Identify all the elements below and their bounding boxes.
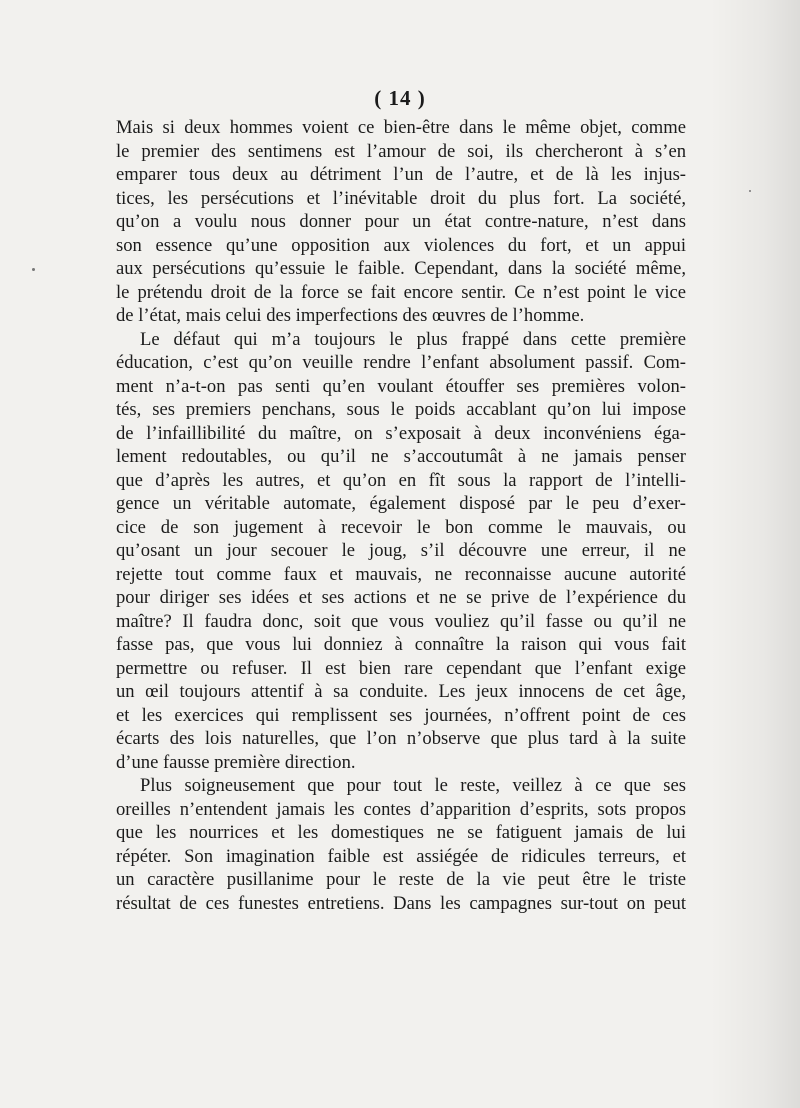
text-line: d’une fausse première direction.: [116, 751, 356, 773]
text-line: écarts des lois naturelles, que l’on n’observe que plus tard à la suite: [116, 728, 686, 749]
text-line: de l’infaillibilité du maître, on s’exposait à deux inconvéniens éga-: [116, 422, 686, 444]
text-line: fasse pas, que vous lui donniez à connaître la raison qui vous fait: [116, 634, 686, 655]
text-line: qu’on a voulu nous donner pour un état contre-nature, n’est dans: [116, 211, 686, 232]
paragraph: [116, 328, 686, 775]
text-line: éducation, c’est qu’on veuille rendre l’enfant absolument passif. Com-: [116, 352, 686, 373]
text-line: maître? Il faudra donc, soit que vous vouliez qu’il fasse ou qu’il ne: [116, 610, 686, 632]
text-line: Mais si deux hommes voient ce bien-être dans le même objet, comme: [116, 117, 686, 138]
text-line: permettre ou refuser. Il est bien rare cependant que l’enfant exige: [116, 657, 686, 679]
text-line: tés, ses premiers penchans, sous le poids accablant qu’on lui impose: [116, 399, 686, 420]
text-line: résultat de ces funestes entretiens. Dans les campagnes sur-tout on peut: [116, 892, 686, 914]
text-line: un œil toujours attentif à sa conduite. Les jeux innocens de cet âge,: [116, 681, 686, 702]
text-line: cice de son jugement à recevoir le bon comme le mauvais, ou: [116, 516, 686, 538]
text-line: oreilles n’entendent jamais les contes d’apparition d’esprits, sots propos: [116, 798, 686, 820]
scan-speck: [749, 190, 751, 192]
text-line: répéter. Son imagination faible est assiégée de ridicules terreurs, et: [116, 845, 686, 867]
text-line: gence un véritable automate, également disposé par le peu d’exer-: [116, 493, 686, 514]
text-line: rejette tout comme faux et mauvais, ne reconnaisse aucune autorité: [116, 563, 686, 585]
text-line: qu’osant un jour secouer le joug, s’il découvre une erreur, il ne: [116, 540, 686, 561]
text-line: de l’état, mais celui des imperfections des œuvres de l’homme.: [116, 305, 585, 326]
body-text: [116, 116, 686, 915]
text-line: et les exercices qui remplissent ses journées, n’offrent point de ces: [116, 704, 686, 726]
text-line: lement redoutables, ou qu’il ne s’accoutumât à ne jamais penser: [116, 446, 686, 467]
text-line: tices, les persécutions et l’inévitable droit du plus fort. La société,: [116, 187, 686, 209]
text-line: que les nourrices et les domestiques ne se fatiguent jamais de lui: [116, 822, 686, 843]
page-number: ( 14 ): [374, 86, 426, 110]
text-line: le premier des sentimens est l’amour de soi, ils chercheront à s’en: [116, 140, 686, 162]
text-line: aux persécutions qu’essuie le faible. Cependant, dans la société même,: [116, 258, 686, 279]
text-line: son essence qu’une opposition aux violences du fort, et un appui: [116, 234, 686, 256]
scan-speck: [32, 268, 35, 271]
text-line: un caractère pusillanime pour le reste de la vie peut être le triste: [116, 869, 686, 890]
text-line: Plus soigneusement que pour tout le reste, veillez à ce que ses: [140, 775, 686, 796]
text-line: emparer tous deux au détriment l’un de l’autre, et de là les injus-: [116, 164, 686, 185]
text-line: que d’après les autres, et qu’on en fît sous la rapport de l’intelli-: [116, 469, 686, 491]
paragraph: [116, 116, 686, 328]
gutter-shadow: [710, 0, 800, 1108]
paragraph: [116, 774, 686, 915]
text-line: Le défaut qui m’a toujours le plus frappé dans cette première: [140, 328, 686, 350]
text-line: le prétendu droit de la force se fait encore sentir. Ce n’est point le vice: [116, 281, 686, 303]
text-line: ment n’a-t-on pas senti qu’en voulant étouffer ses premières volon-: [116, 375, 686, 397]
text-line: pour diriger ses idées et ses actions et ne se prive de l’expérience du: [116, 587, 686, 608]
